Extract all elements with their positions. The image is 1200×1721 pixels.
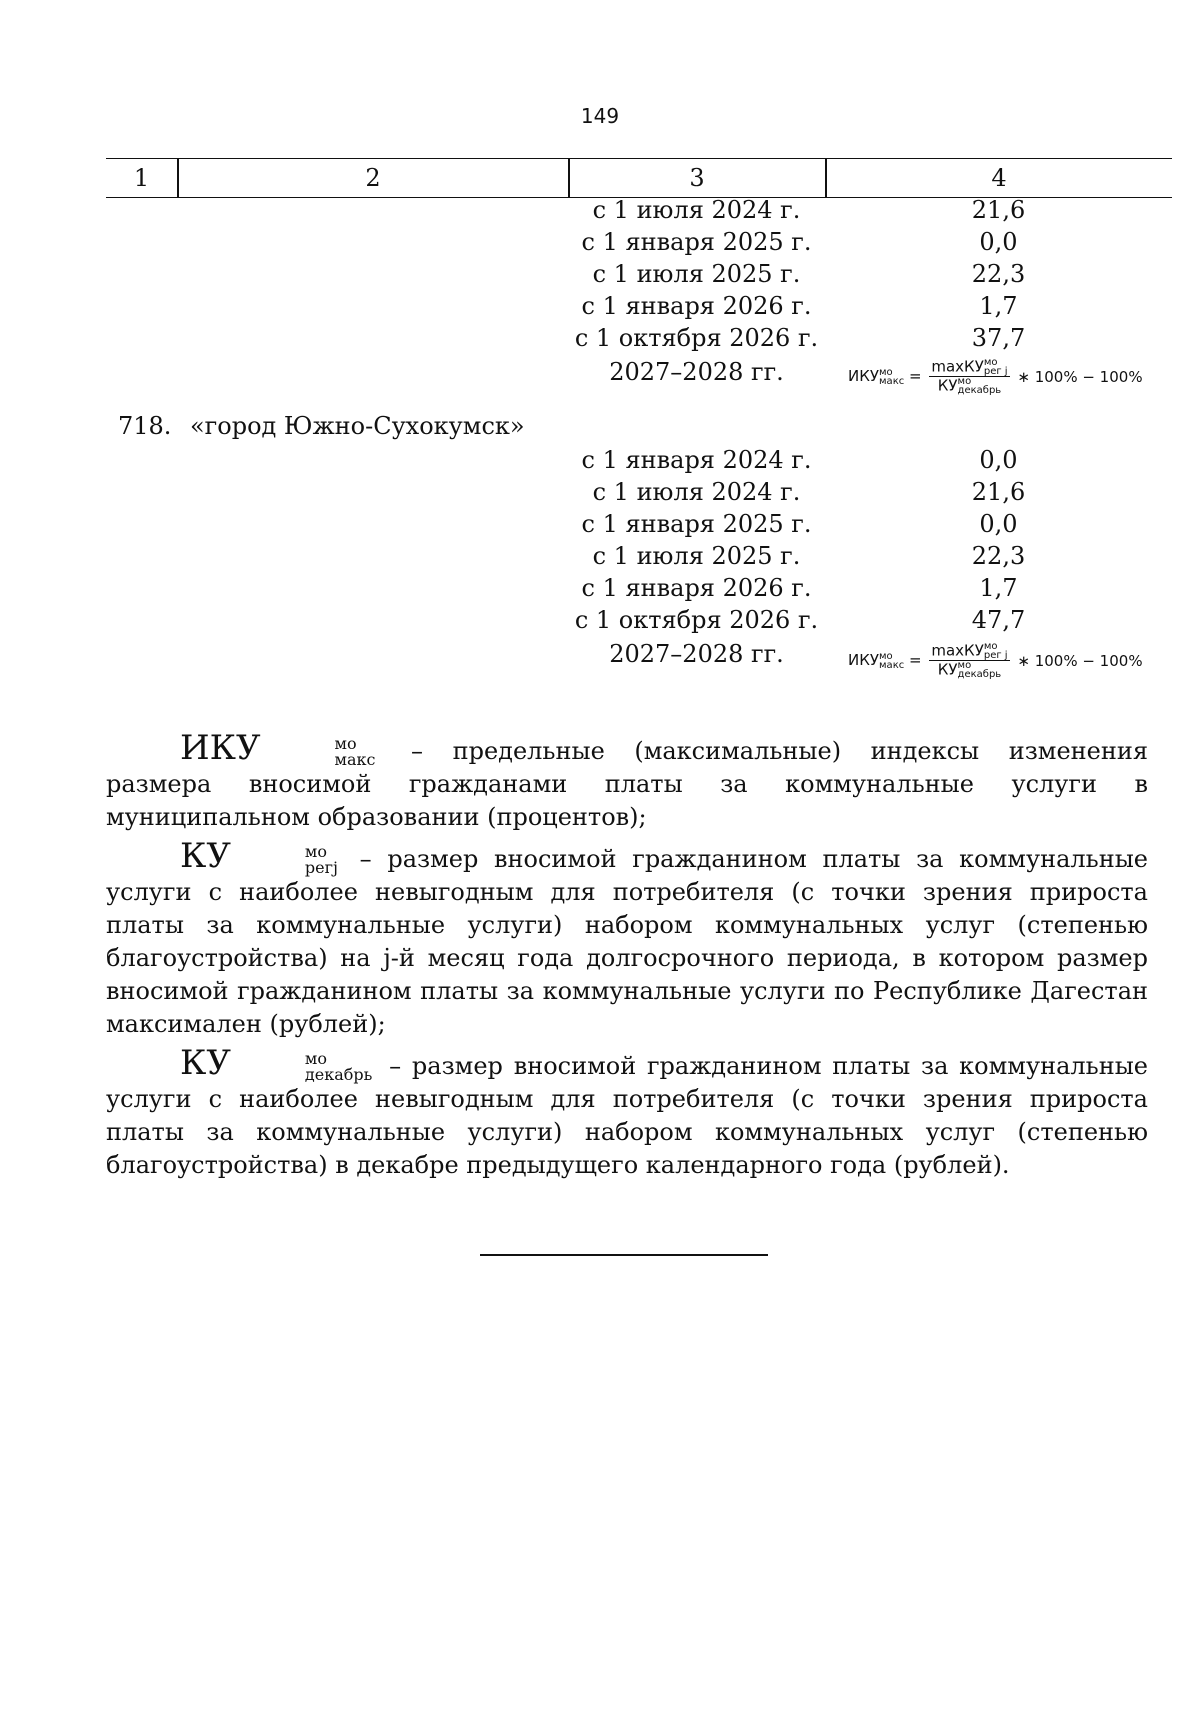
value-cell: 0,0	[979, 510, 1018, 538]
header-col-2: 2	[365, 164, 381, 192]
period-cell: с 1 октября 2026 г.	[574, 324, 819, 352]
formula-sub: рег j	[983, 366, 1008, 377]
table-header	[106, 158, 1172, 198]
formula-den: КУ	[937, 660, 958, 679]
definition-text: – размер вносимой гражданином платы за коммунальные услуги с наиболее невыгодным для потребителя (с точки зрения прироста платы за коммунальные услуги) набором коммунальных услуг (степенью благоустройства) на j-й месяц года долгосрочного периода, в котором размер вносимой гражданином платы за коммунальные услуги по Республике Дагестан максимален (рублей);	[106, 845, 1148, 1038]
value-cell: 0,0	[979, 446, 1018, 474]
formula-sub: декабрь	[957, 669, 1002, 680]
value-cell: 22,3	[971, 542, 1026, 570]
value-cell: 0,0	[979, 228, 1018, 256]
definition-symbol: ИКУ	[180, 728, 261, 768]
value-cell: 47,7	[971, 606, 1026, 634]
formula-sup: мо	[957, 376, 972, 387]
municipality-name: «город Южно-Сухокумск»	[190, 412, 525, 440]
page-number: 149	[580, 104, 620, 128]
formula-sub: декабрь	[957, 385, 1002, 396]
formula-sup: мо	[983, 357, 998, 368]
period-cell: с 1 января 2026 г.	[581, 574, 812, 602]
period-cell: 2027–2028 гг.	[609, 358, 784, 386]
formula-den: КУ	[937, 376, 958, 395]
formula-sub: рег j	[983, 650, 1008, 661]
formula-lhs: ИКУ	[848, 651, 880, 670]
period-cell: с 1 января 2026 г.	[581, 292, 812, 320]
formula	[848, 642, 1143, 679]
definitions	[106, 728, 1148, 1188]
value-cell: 22,3	[971, 260, 1026, 288]
definition-sup: мо	[304, 842, 327, 861]
value-cell: 21,6	[971, 478, 1026, 506]
period-cell: с 1 января 2025 г.	[581, 510, 812, 538]
definition-symbol: КУ	[180, 1043, 231, 1083]
value-cell: 1,7	[979, 574, 1018, 602]
definition-sub: регj	[304, 858, 338, 877]
header-col-3: 3	[689, 164, 705, 192]
definition-sub: декабрь	[304, 1065, 373, 1084]
header-col-1: 1	[133, 164, 150, 192]
formula	[848, 358, 1143, 395]
period-cell: с 1 октября 2026 г.	[574, 606, 819, 634]
end-rule	[480, 1254, 768, 1256]
definition-ku-regj	[106, 836, 1148, 1041]
period-cell: с 1 января 2025 г.	[581, 228, 812, 256]
formula-num: maxКУ	[931, 641, 984, 660]
formula-sup: мо	[957, 660, 972, 671]
formula-lhs: ИКУ	[848, 367, 880, 386]
formula-eq: =	[909, 367, 922, 386]
period-cell: 2027–2028 гг.	[609, 640, 784, 668]
definition-iku	[106, 728, 1148, 834]
period-cell: с 1 января 2024 г.	[581, 446, 812, 474]
definition-sup: мо	[304, 1049, 327, 1068]
formula-sub: макс	[879, 375, 905, 387]
value-cell: 21,6	[971, 196, 1026, 224]
formula-sup: мо	[879, 650, 893, 662]
formula-eq: =	[909, 651, 922, 670]
formula-rhs: ∗ 100% − 100%	[1017, 367, 1143, 386]
formula-num: maxКУ	[931, 357, 984, 376]
definition-text: – предельные (максимальные) индексы изменения размера вносимой гражданами платы за коммунальные услуги в муниципальном образовании (процентов);	[106, 737, 1148, 831]
formula-sup: мо	[983, 641, 998, 652]
period-cell: с 1 июля 2025 г.	[592, 260, 801, 288]
definition-ku-december	[106, 1043, 1148, 1182]
definition-symbol: КУ	[180, 836, 231, 876]
formula-sub: макс	[879, 659, 905, 671]
value-cell: 1,7	[979, 292, 1018, 320]
value-cell: 37,7	[971, 324, 1026, 352]
period-cell: с 1 июля 2024 г.	[592, 196, 801, 224]
formula-sup: мо	[879, 366, 893, 378]
header-col-4: 4	[991, 164, 1007, 192]
definition-text: – размер вносимой гражданином платы за коммунальные услуги с наиболее невыгодным для потребителя (с точки зрения прироста платы за коммунальные услуги) набором коммунальных услуг (степенью благоустройства) в декабре предыдущего календарного года (рублей).	[106, 1052, 1148, 1179]
period-cell: с 1 июля 2024 г.	[592, 478, 801, 506]
formula-rhs: ∗ 100% − 100%	[1017, 651, 1143, 670]
period-cell: с 1 июля 2025 г.	[592, 542, 801, 570]
definition-sup: мо	[334, 734, 357, 753]
definition-sub: макс	[334, 750, 376, 769]
municipality-number: 718.	[118, 412, 172, 440]
